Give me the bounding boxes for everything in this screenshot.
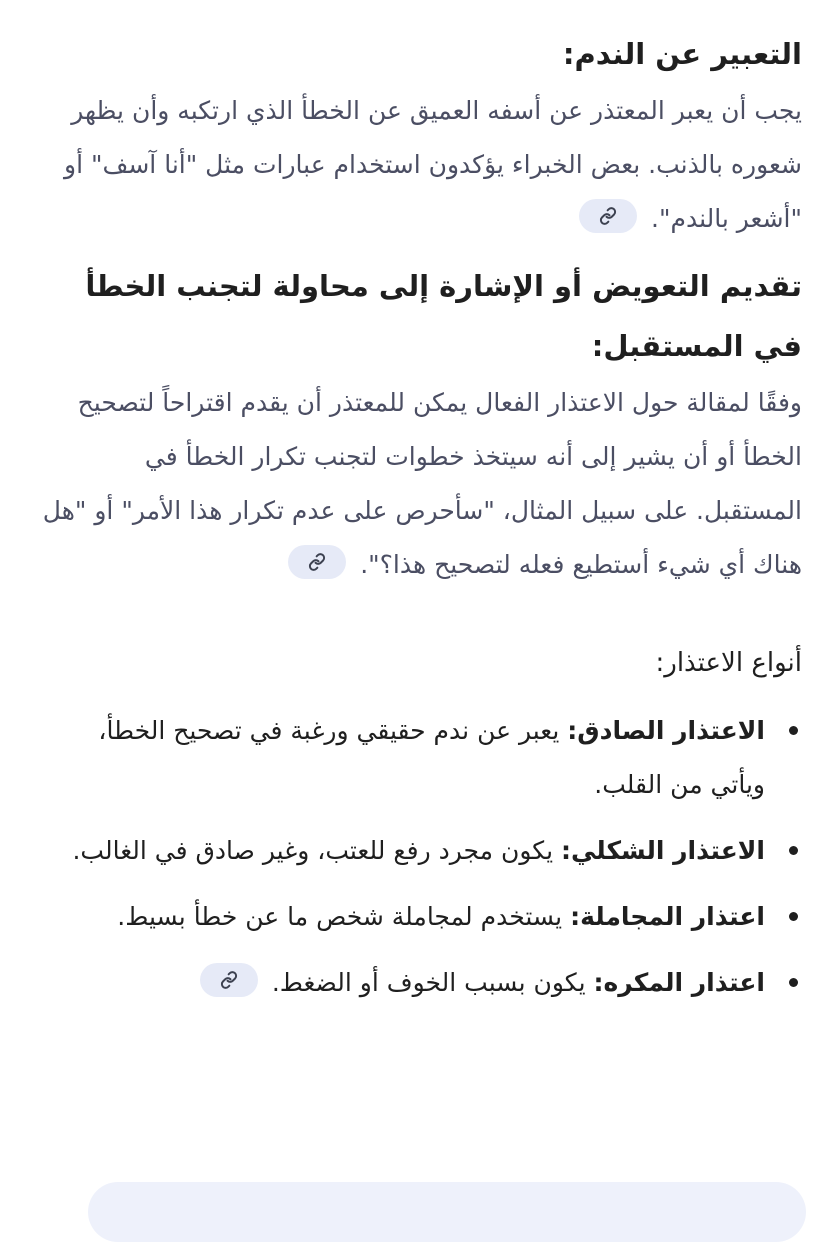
source-link-chip[interactable] (579, 199, 637, 233)
types-title: أنواع الاعتذار: (655, 648, 802, 678)
list-item (40, 956, 802, 1010)
section-paragraph-text: وفقًا لمقالة حول الاعتذار الفعال يمكن للمعتذر أن يقدم اقتراحاً لتصحيح الخطأ أو أن يشير إلى أنه سيتخذ خطوات لتجنب تكرار الخطأ في المستقبل. على سبيل المثال، "سأحرص على عدم تكرار هذا الأمر" أو "هل هناك أي شيء أستطيع فعله لتصحيح هذا؟". (42, 388, 802, 579)
section-paragraph (40, 376, 802, 592)
list-item-term: اعتذار المجاملة: (570, 902, 765, 931)
list-item-term: الاعتذار الشكلي: (560, 836, 765, 865)
link-icon (308, 553, 326, 571)
response-content (40, 24, 802, 1022)
list-item-desc: يعبر عن ندم حقيقي ورغبة في تصحيح الخطأ، ويأتي من القلب. (98, 716, 765, 799)
list-item (40, 704, 802, 812)
section-heading: تقديم التعويض أو الإشارة إلى محاولة لتجنب الخطأ في المستقبل: (85, 269, 802, 363)
types-list (40, 704, 802, 1010)
bullet (789, 978, 798, 987)
source-link-chip[interactable] (288, 545, 346, 579)
section-heading: التعبير عن الندم: (562, 37, 802, 71)
link-icon (220, 971, 238, 989)
list-item-desc: يكون مجرد رفع للعتب، وغير صادق في الغالب. (72, 836, 561, 865)
section-paragraph (40, 84, 802, 246)
bullet (789, 912, 798, 921)
list-item (40, 824, 802, 878)
list-item-term: اعتذار المكره: (593, 968, 765, 997)
section-paragraph-text: يجب أن يعبر المعتذر عن أسفه العميق عن الخطأ الذي ارتكبه وأن يظهر شعوره بالذنب. بعض الخبراء يؤكدون استخدام عبارات مثل "أنا آسف" أو "أشعر بالندم". (64, 96, 802, 233)
source-link-chip[interactable] (200, 963, 258, 997)
list-item-desc: يكون بسبب الخوف أو الضغط. (271, 968, 594, 997)
prompt-input-bar[interactable] (88, 1182, 806, 1242)
list-item-term: الاعتذار الصادق: (567, 716, 765, 745)
list-item-desc: يستخدم لمجاملة شخص ما عن خطأ بسيط. (117, 902, 571, 931)
list-item (40, 890, 802, 944)
link-icon (599, 207, 617, 225)
bullet (789, 726, 798, 735)
bullet (789, 846, 798, 855)
